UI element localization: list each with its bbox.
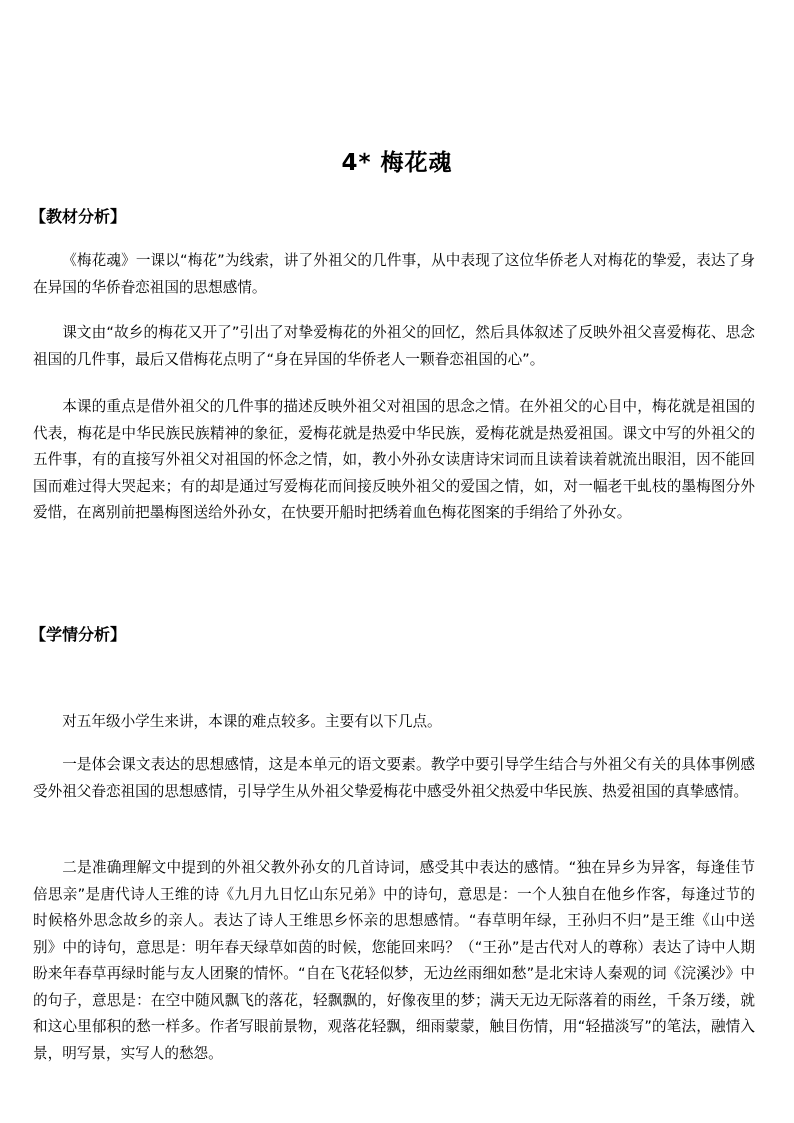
section-heading-student-analysis: 【学情分析】 [30, 625, 127, 644]
section-heading-textbook-analysis: 【教材分析】 [30, 207, 127, 226]
paragraph: 对五年级小学生来讲，本课的难点较多。主要有以下几点。 [62, 713, 442, 730]
paragraph: 本课的重点是借外祖父的几件事的描述反映外祖父对祖国的思念之情。在外祖父的心目中，梅花就是祖国的代表，梅花是中华民族民族精神的象征，爱梅花就是热爱中华民族，爱梅花就是热爱祖国。课文中写的外祖父的五件事，有的直接写外祖父对祖国的怀念之情，如，教小外孙女读唐诗宋词而且读着读着就流出眼泪，因不能回国而难过得大哭起来；有的却是通过写爱梅花而间接反映外祖父的爱国之情，如，对一幅老干虬枝的墨梅图分外爱惜，在离别前把墨梅图送给外孙女，在快要开船时把绣着血色梅花图案的手绢给了外孙女。 [33, 398, 755, 521]
paragraph: 课文由“故乡的梅花又开了”引出了对挚爱梅花的外祖父的回忆，然后具体叙述了反映外祖父喜爱梅花、思念祖国的几件事，最后又借梅花点明了“身在异国的华侨老人一颗眷恋祖国的心”。 [33, 324, 755, 368]
paragraph: 《梅花魂》一课以“梅花”为线索，讲了外祖父的几件事，从中表现了这位华侨老人对梅花的挚爱，表达了身在异国的华侨眷恋祖国的思想感情。 [33, 252, 755, 296]
paragraph: 二是准确理解文中提到的外祖父教外孙女的几首诗词，感受其中表达的感情。“独在异乡为异客，每逢佳节倍思亲”是唐代诗人王维的诗《九月九日忆山东兄弟》中的诗句，意思是：一个人独自在他乡作客，每逢过节的时候格外思念故乡的亲人。表达了诗人王维思乡怀亲的思想感情。“春草明年绿，王孙归不归”是王维《山中送别》中的诗句，意思是：明年春天绿草如茵的时候，您能回来吗？（“王孙”是古代对人的尊称）表达了诗中人期盼来年春草再绿时能与友人团聚的情怀。“自在飞花轻似梦，无边丝雨细如愁”是北宋诗人秦观的词《浣溪沙》中的句子，意思是：在空中随风飘飞的落花，轻飘飘的，好像夜里的梦；满天无边无际落着的雨丝，千条万缕，就和这心里郁积的愁一样多。作者写眼前景物，观落花轻飘，细雨蒙蒙，触目伤情，用“轻描淡写”的笔法，融情入景，明写景，实写人的愁怨。 [33, 859, 755, 1062]
page-title: 4* 梅花魂 [341, 150, 453, 176]
paragraph: 一是体会课文表达的思想感情，这是本单元的语文要素。教学中要引导学生结合与外祖父有关的具体事例感受外祖父眷恋祖国的思想感情，引导学生从外祖父挚爱梅花中感受外祖父热爱中华民族、热爱祖国的真挚感情。 [33, 756, 755, 800]
